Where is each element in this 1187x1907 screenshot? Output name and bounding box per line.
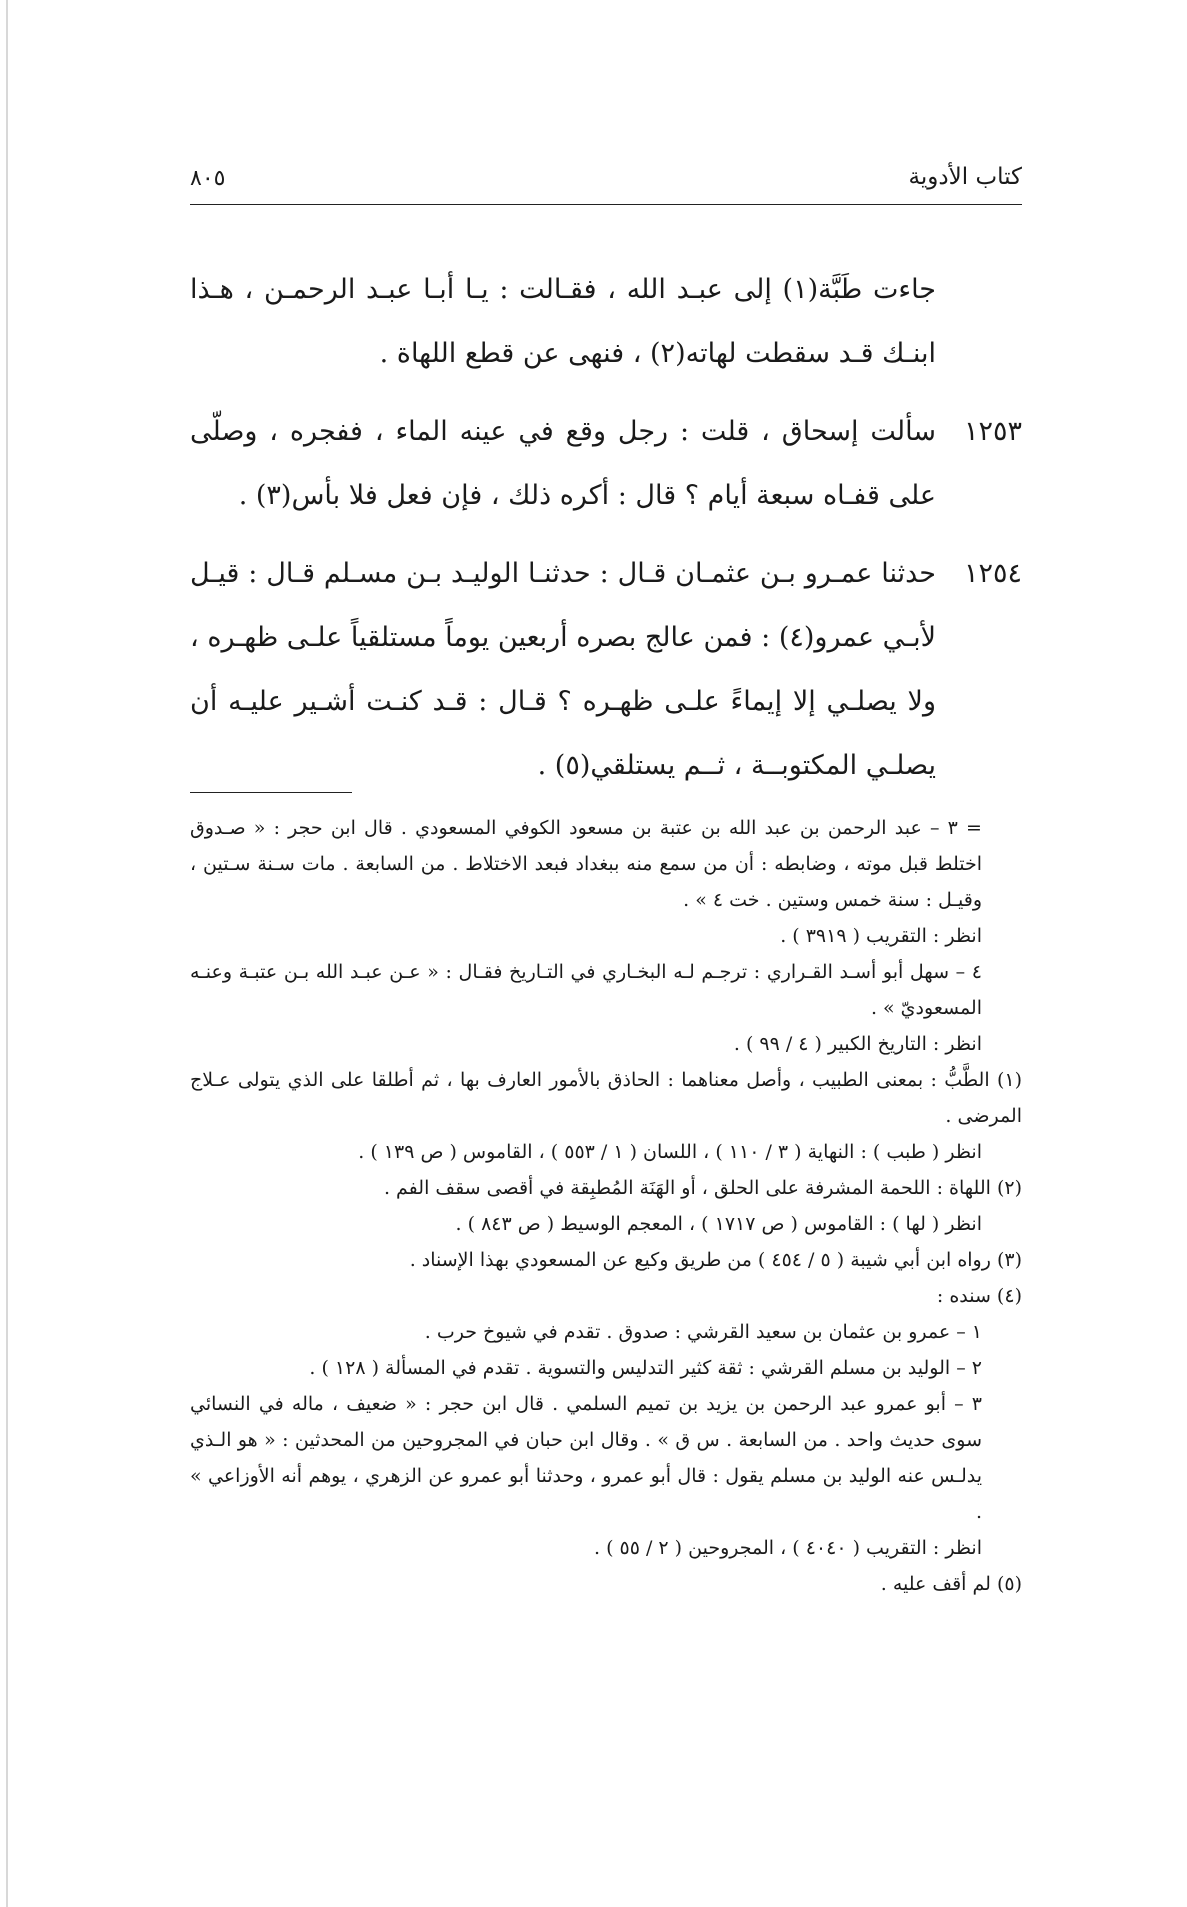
entry-text: جاءت طَبَّة(١) إلى عبـد الله ، فقـالت : يـا أبـا عبـد الرحمـن ، هـذا ابنـك قـد سقطت لهاته(٢) ، فنهى عن قطع اللهاة . xyxy=(190,274,936,369)
footnote-line: ٣ – أبو عمرو عبد الرحمن بن يزيد بن تميم السلمي . قال ابن حجر : « ضعيف ، ماله في النسائي سوى حديث واحد . من السابعة . س ق » . وقال ابن حبان في المجروحين من المحدثين : « هو الـذي يدلـس عنه الوليد بن مسلم يقول : قال أبو عمرو ، وحدثنا أبو عمرو عن الزهري ، يوهم أنه الأوزاعي » . xyxy=(190,1393,982,1523)
header-rule xyxy=(190,204,1022,205)
entry-text: حدثنا عمـرو بـن عثمـان قـال : حدثنـا الوليـد بـن مسـلم قـال : قيـل لأبـي عمرو(٤) : فمن عالج بصره أربعين يوماً مستلقياً علـى ظهـره ، ولا يصلـي إلا إيماءً علـى ظهـره ؟ قـال : قـد كنـت أشـير عليـه أن يصلـي المكتوبــة ، ثــم يستلقي(٥) . xyxy=(190,558,936,781)
footnote-line: = ٣ – عبد الرحمن بن عبد الله بن عتبة بن مسعود الكوفي المسعودي . قال ابن حجر : « صـدوق اختلط قبل موته ، وضابطه : أن من سمع منه ببغداد فبعد الاختلاط . من السابعة . مات سـنة سـتين ، وقيـل : سنة خمس وستين . خت ٤ » . xyxy=(190,817,982,911)
entry-1253 xyxy=(190,400,1022,528)
entry-number: ١٢٥٤ xyxy=(963,558,1022,589)
entry-number: ١٢٥٣ xyxy=(963,416,1022,447)
footnote-line: (٣) رواه ابن أبي شيبة ( ٥ / ٤٥٤ ) من طريق وكيع عن المسعودي بهذا الإسناد . xyxy=(409,1249,1022,1271)
footnote-line: (٢) اللهاة : اللحمة المشرفة على الحلق ، أو الهَنَة المُطبِقة في أقصى سقف الفم . xyxy=(383,1177,1022,1199)
footnote-line: (٥) لم أقف عليه . xyxy=(880,1573,1022,1595)
footnote-line: انظر : التاريخ الكبير ( ٤ / ٩٩ ) . xyxy=(733,1033,982,1055)
footnote-line: (١) الطَّبُّ : بمعنى الطبيب ، وأصل معناهما : الحاذق بالأمور العارف بها ، ثم أطلقا على الذي يتولى عـلاج المرضى . xyxy=(190,1069,1022,1127)
footnote-line: ٢ – الوليد بن مسلم القرشي : ثقة كثير التدليس والتسوية . تقدم في المسألة ( ١٢٨ ) . xyxy=(309,1357,982,1379)
footnote-line: ٤ – سهل أبو أسـد القـراري : ترجـم لـه البخـاري في التـاريخ فقـال : « عـن عبـد الله بـن عتبـة وعنـه المسعوديّ » . xyxy=(190,961,982,1019)
page-number: ٨٠٥ xyxy=(190,166,226,191)
page-header xyxy=(190,164,1022,204)
footnote-separator xyxy=(190,792,352,793)
scan-edge-line xyxy=(6,0,8,1907)
footnotes xyxy=(190,810,1022,1602)
main-text xyxy=(190,258,1022,812)
footnote-line: انظر ( لها ) : القاموس ( ص ١٧١٧ ) ، المعجم الوسيط ( ص ٨٤٣ ) . xyxy=(455,1213,982,1235)
entry-text: سألت إسحاق ، قلت : رجل وقع في عينه الماء ، ففجره ، وصلّى على قفـاه سبعة أيام ؟ قال : أكره ذلك ، فإن فعل فلا بأس(٣) . xyxy=(190,416,936,511)
running-title: كتاب الأدوية xyxy=(908,164,1022,190)
entry-continuation xyxy=(190,258,1022,386)
footnote-line: (٤) سنده : xyxy=(936,1285,1022,1307)
footnote-line: انظر ( طبب ) : النهاية ( ٣ / ١١٠ ) ، اللسان ( ١ / ٥٥٣ ) ، القاموس ( ص ١٣٩ ) . xyxy=(358,1141,982,1163)
footnote-line: انظر : التقريب ( ٣٩١٩ ) . xyxy=(780,925,982,947)
footnote-line: ١ – عمرو بن عثمان بن سعيد القرشي : صدوق . تقدم في شيوخ حرب . xyxy=(424,1321,982,1343)
entry-1254 xyxy=(190,542,1022,798)
footnote-line: انظر : التقريب ( ٤٠٤٠ ) ، المجروحين ( ٢ / ٥٥ ) . xyxy=(593,1537,982,1559)
